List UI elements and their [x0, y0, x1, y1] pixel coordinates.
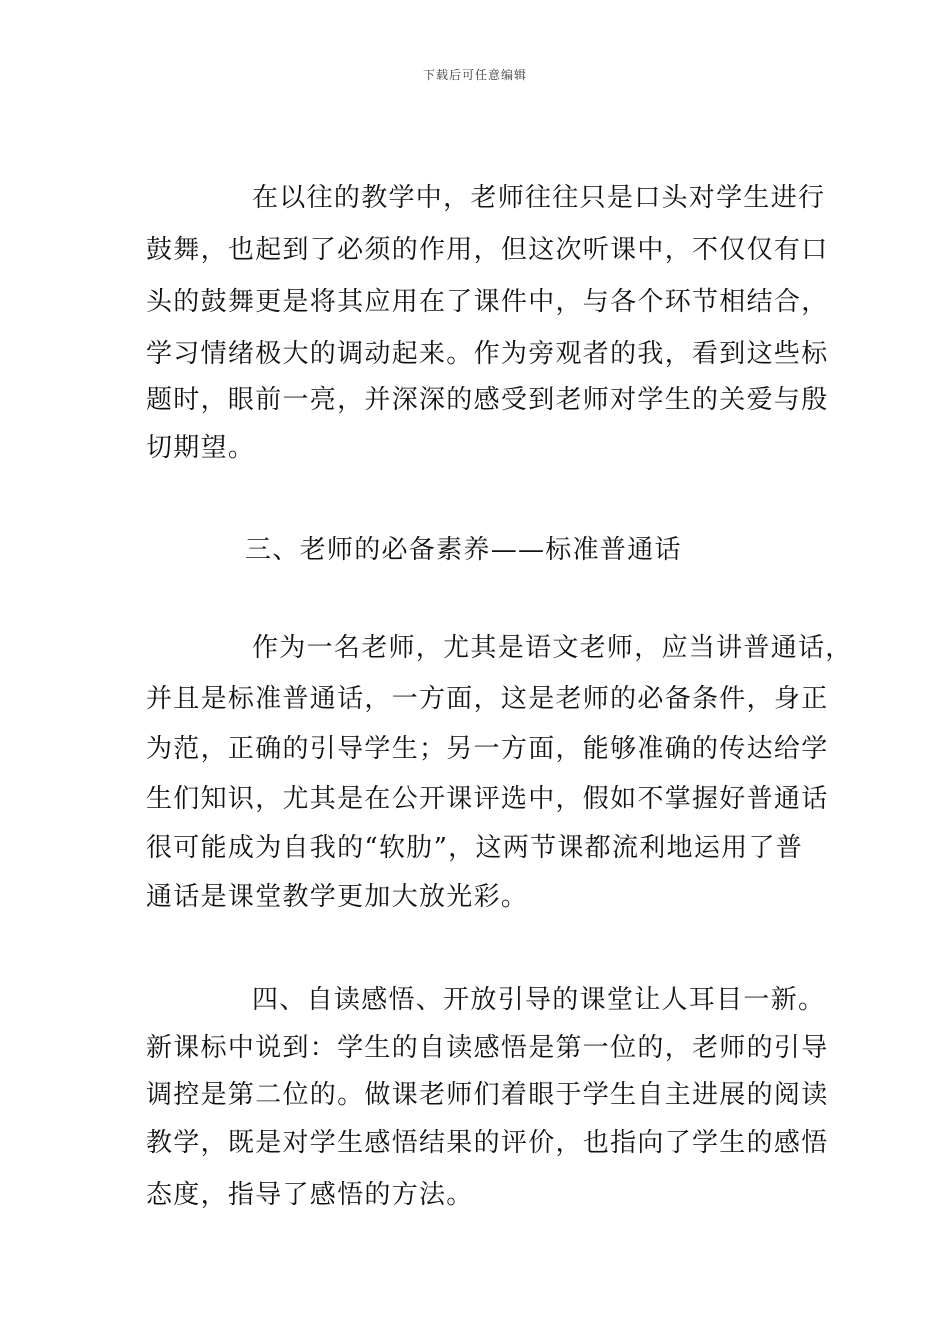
paragraph-2-line-1: 作为一名老师，尤其是语文老师，应当讲普通话，: [252, 633, 853, 663]
paragraph-2-line-6: 通话是课堂教学更加大放光彩。: [146, 882, 529, 912]
page-header-note: 下载后可任意编辑: [422, 68, 527, 82]
paragraph-1-line-4: 学习情绪极大的调动起来。作为旁观者的我，看到这些标: [146, 339, 829, 369]
paragraph-3-line-2: 新课标中说到：学生的自读感悟是第一位的，老师的引导: [146, 1033, 829, 1063]
paragraph-1-line-2: 鼓舞，也起到了必须的作用，但这次听课中，不仅仅有口: [146, 235, 829, 265]
paragraph-3-line-5: 态度，指导了感悟的方法。: [146, 1180, 474, 1210]
paragraph-2-line-3: 为范，正确的引导学生；另一方面，能够准确的传达给学: [146, 734, 829, 764]
paragraph-1-line-6: 切期望。: [146, 433, 256, 463]
paragraph-2-line-4: 生们知识，尤其是在公开课评选中，假如不掌握好普通话: [146, 784, 829, 814]
section-heading-3: 三、老师的必备素养——标准普通话: [245, 535, 682, 565]
paragraph-3-line-4: 教学，既是对学生感悟结果的评价，也指向了学生的感悟: [146, 1128, 829, 1158]
paragraph-2-line-5: 很可能成为自我的“软肋”，这两节课都流利地运用了普: [146, 833, 804, 863]
paragraph-3-line-3: 调控是第二位的。做课老师们着眼于学生自主进展的阅读: [146, 1080, 829, 1110]
paragraph-1-line-3: 头的鼓舞更是将其应用在了课件中，与各个环节相结合，: [146, 287, 829, 317]
paragraph-3-line-1: 四、自读感悟、开放引导的课堂让人耳目一新。: [252, 985, 826, 1015]
paragraph-2-line-2: 并且是标准普通话，一方面，这是老师的必备条件，身正: [146, 684, 829, 714]
paragraph-1-line-5: 题时，眼前一亮，并深深的感受到老师对学生的关爱与殷: [146, 385, 829, 415]
paragraph-1-line-1: 在以往的教学中，老师往往只是口头对学生进行: [252, 183, 826, 213]
